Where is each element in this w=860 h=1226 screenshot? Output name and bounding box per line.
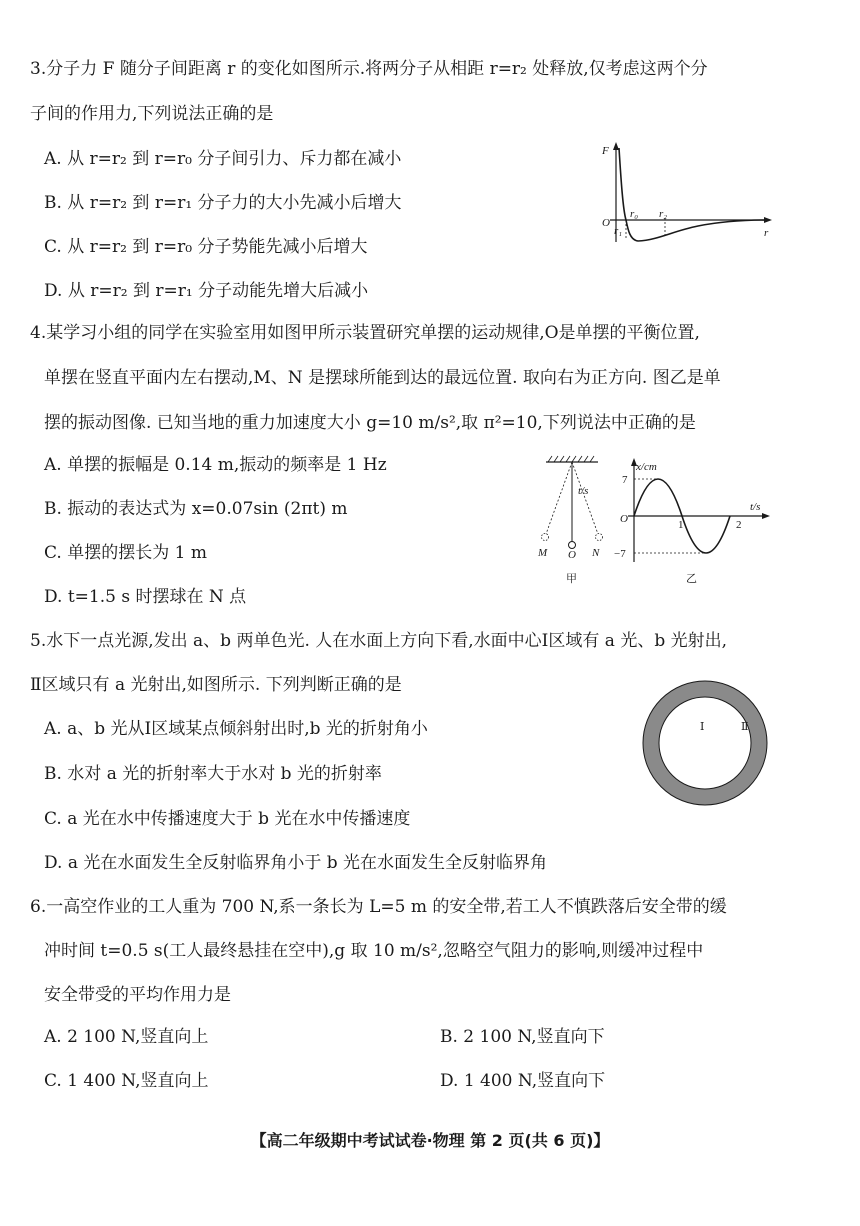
q4-stem-line3: 摆的振动图像. 已知当地的重力加速度大小 g=10 m/s²,取 π²=10,下列说法中正确的是: [44, 413, 696, 433]
q4-option-d: D. t=1.5 s 时摆球在 N 点: [44, 587, 247, 607]
q5-stem-line1: 5.水下一点光源,发出 a、b 两单色光. 人在水面上方向下看,水面中心Ⅰ区域有 a 光、b 光射出,: [30, 631, 728, 651]
q4-option-b: B. 振动的表达式为 x=0.07sin (2πt) m: [44, 499, 348, 519]
q5-option-a: A. a、b 光从Ⅰ区域某点倾斜射出时,b 光的折射角小: [44, 719, 428, 739]
q3-stem-line1: 3.分子力 F 随分子间距离 r 的变化如图所示.将两分子从相距 r=r₂ 处释放,仅考虑这两个分: [30, 59, 708, 79]
q5-option-c: C. a 光在水中传播速度大于 b 光在水中传播速度: [44, 809, 411, 829]
q4-vibration-graph: [614, 452, 774, 588]
q3-fig-origin: O: [602, 217, 610, 229]
q3-fig-r2: r₂: [659, 208, 668, 220]
q4-fig-yi-caption: 乙: [686, 573, 697, 585]
q4-fig-length-label: t/s: [578, 485, 589, 497]
q4-fig-o: O: [568, 549, 576, 561]
q5-light-region-figure: [640, 678, 770, 808]
q3-fig-r-axis: r: [764, 227, 769, 239]
q5-option-d: D. a 光在水面发生全反射临界角小于 b 光在水面发生全反射临界角: [44, 853, 548, 873]
q4-fig-jia-caption: 甲: [566, 573, 577, 585]
q4-stem-line2: 单摆在竖直平面内左右摆动,M、N 是摆球所能到达的最远位置. 取向右为正方向. 图乙是单: [44, 368, 721, 388]
q3-force-distance-graph: [588, 140, 778, 248]
q4-option-c: C. 单摆的摆长为 1 m: [44, 543, 207, 563]
q3-option-b: B. 从 r=r₂ 到 r=r₁ 分子力的大小先减小后增大: [44, 193, 402, 213]
q4-fig-m: M: [538, 547, 548, 559]
q4-fig-x-axis-label: x/cm: [636, 461, 657, 473]
q4-pendulum-figure: [532, 452, 612, 588]
q3-option-a: A. 从 r=r₂ 到 r=r₀ 分子间引力、斥力都在减小: [44, 149, 402, 169]
q5-stem-line2: Ⅱ区域只有 a 光射出,如图所示. 下列判断正确的是: [30, 675, 402, 695]
q4-option-a: A. 单摆的振幅是 0.14 m,振动的频率是 1 Hz: [44, 455, 387, 475]
page-footer: 【高二年级期中考试试卷·物理 第 2 页(共 6 页)】: [250, 1131, 610, 1150]
q4-fig-tick-pos7: 7: [622, 474, 628, 486]
q6-option-c: C. 1 400 N,竖直向上: [44, 1071, 209, 1091]
q6-option-b: B. 2 100 N,竖直向下: [440, 1027, 605, 1047]
q3-fig-r0: r₀: [630, 208, 639, 220]
q3-fig-r1: r₁: [614, 225, 623, 237]
q4-fig-origin: O: [620, 513, 628, 525]
q6-stem-line2: 冲时间 t=0.5 s(工人最终悬挂在空中),g 取 10 m/s²,忽略空气阻力的影响,则缓冲过程中: [44, 941, 704, 961]
q6-option-d: D. 1 400 N,竖直向下: [440, 1071, 606, 1091]
q6-option-a: A. 2 100 N,竖直向上: [44, 1027, 209, 1047]
q3-option-c: C. 从 r=r₂ 到 r=r₀ 分子势能先减小后增大: [44, 237, 368, 257]
q6-stem-line1: 6.一高空作业的工人重为 700 N,系一条长为 L=5 m 的安全带,若工人不慎跌落后安全带的缓: [30, 897, 727, 917]
q5-fig-region-i: Ⅰ: [700, 721, 705, 733]
q4-fig-t-axis-label: t/s: [750, 501, 761, 513]
q3-option-d: D. 从 r=r₂ 到 r=r₁ 分子动能先增大后减小: [44, 281, 369, 301]
q3-stem-line2: 子间的作用力,下列说法正确的是: [30, 104, 274, 124]
q5-fig-region-ii: Ⅱ: [741, 721, 749, 733]
q4-fig-n: N: [592, 547, 600, 559]
q6-stem-line3: 安全带受的平均作用力是: [44, 985, 231, 1005]
q4-fig-tick-2: 2: [736, 519, 742, 531]
q4-stem-line1: 4.某学习小组的同学在实验室用如图甲所示装置研究单摆的运动规律,O是单摆的平衡位置,: [30, 323, 700, 343]
q5-option-b: B. 水对 a 光的折射率大于水对 b 光的折射率: [44, 764, 382, 784]
q3-fig-f-label: F: [602, 145, 609, 157]
q4-fig-tick-neg7: −7: [614, 548, 626, 560]
q4-fig-tick-1: 1: [678, 519, 684, 531]
